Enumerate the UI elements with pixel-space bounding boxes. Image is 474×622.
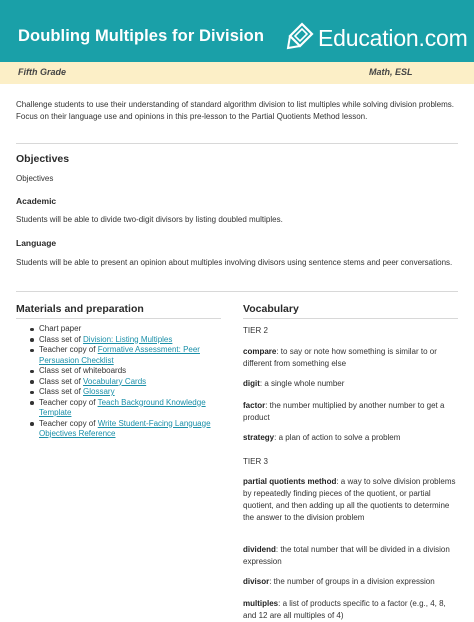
materials-underline (16, 318, 221, 319)
vocabulary-heading: Vocabulary (243, 303, 299, 315)
vocab-term: compare (243, 347, 277, 356)
vocab-definition: : a plan of action to solve a problem (274, 433, 401, 442)
vocab-entry (243, 432, 458, 444)
materials-list (30, 324, 235, 440)
grade-label: Fifth Grade (18, 67, 67, 77)
material-link[interactable]: Vocabulary Cards (83, 376, 147, 386)
academic-heading: Academic (16, 196, 57, 206)
list-item: Chart paper (30, 324, 235, 335)
vocab-definition: : the number of groups in a division expression (269, 577, 435, 586)
vocab-entry (243, 576, 458, 588)
vocab-definition: : a way to solve division problems by repeatedly finding pieces of the quotient, or partial quotient, and then adding up all the quotients to determine the answer to the division problem (243, 477, 456, 522)
material-link[interactable]: Teach Background Knowledge Template (39, 397, 206, 417)
vocab-definition: : a single whole number (259, 379, 345, 388)
academic-text: Students will be able to divide two-digit divisors by listing doubled multiples. (16, 215, 283, 224)
material-link[interactable]: Division: Listing Multiples (83, 334, 173, 344)
list-item: Class set of Division: Listing Multiples (30, 335, 235, 346)
vocabulary-underline (243, 318, 458, 319)
page-title: Doubling Multiples for Division (18, 27, 265, 45)
list-item: Teacher copy of Formative Assessment: Peer Persuasion Checklist (30, 345, 235, 366)
vocab-definition: : the total number that will be divided in a division expression (243, 545, 450, 566)
list-item: Teacher copy of Write Student-Facing Language Objectives Reference (30, 419, 235, 440)
vocab-entry (243, 598, 458, 622)
vocab-term: digit (243, 379, 260, 388)
vocab-term: factor (243, 401, 266, 410)
list-item: Class set of Vocabulary Cards (30, 377, 235, 388)
pencil-icon (286, 20, 316, 50)
divider (16, 291, 458, 292)
material-link[interactable]: Formative Assessment: Peer Persuasion Checklist (39, 345, 200, 365)
tier3-label: TIER 3 (243, 457, 268, 466)
tier2-label: TIER 2 (243, 326, 268, 335)
meta-bar (0, 62, 474, 84)
page-header (0, 0, 474, 62)
vocab-definition: : the number multiplied by another number to get a product (243, 401, 445, 422)
vocab-term: divisor (243, 577, 270, 586)
vocab-entry (243, 544, 458, 568)
language-text: Students will be able to present an opinion about multiples involving divisors using sentence stems and peer conversations. (16, 258, 453, 267)
vocab-term: partial quotients method (243, 477, 337, 486)
materials-heading: Materials and preparation (16, 303, 144, 315)
material-link[interactable]: Write Student-Facing Language Objectives Reference (39, 418, 211, 438)
material-link[interactable]: Glossary (83, 387, 115, 396)
subject-label: Math, ESL (369, 67, 413, 77)
list-item: Teacher copy of Teach Background Knowledge Template (30, 398, 235, 419)
intro-text: Challenge students to use their understanding of standard algorithm division to list multiples while solving division problems. Focus on their language use and opinions in this pre-lesson to the Partial Quotients Method lesson. (16, 100, 455, 121)
vocab-entry (243, 476, 458, 524)
vocab-entry (243, 346, 458, 370)
vocab-entry (243, 400, 458, 424)
vocab-definition: : a list of products specific to a factor (e.g., 4, 8, and 12 are all multiples of 4) (243, 599, 446, 620)
vocab-term: multiples (243, 599, 279, 608)
vocab-term: strategy (243, 433, 275, 442)
vocab-term: dividend (243, 545, 276, 554)
language-heading: Language (16, 238, 57, 248)
vocab-definition: : to say or note how something is similar to or different from something else (243, 347, 437, 368)
list-item: Class set of whiteboards (30, 366, 235, 377)
logo-text: Education.com (318, 25, 468, 51)
objectives-subheading: Objectives (16, 174, 54, 183)
list-item: Class set of Glossary (30, 387, 235, 398)
vocab-entry (243, 378, 458, 390)
divider (16, 143, 458, 144)
objectives-heading: Objectives (16, 153, 70, 165)
